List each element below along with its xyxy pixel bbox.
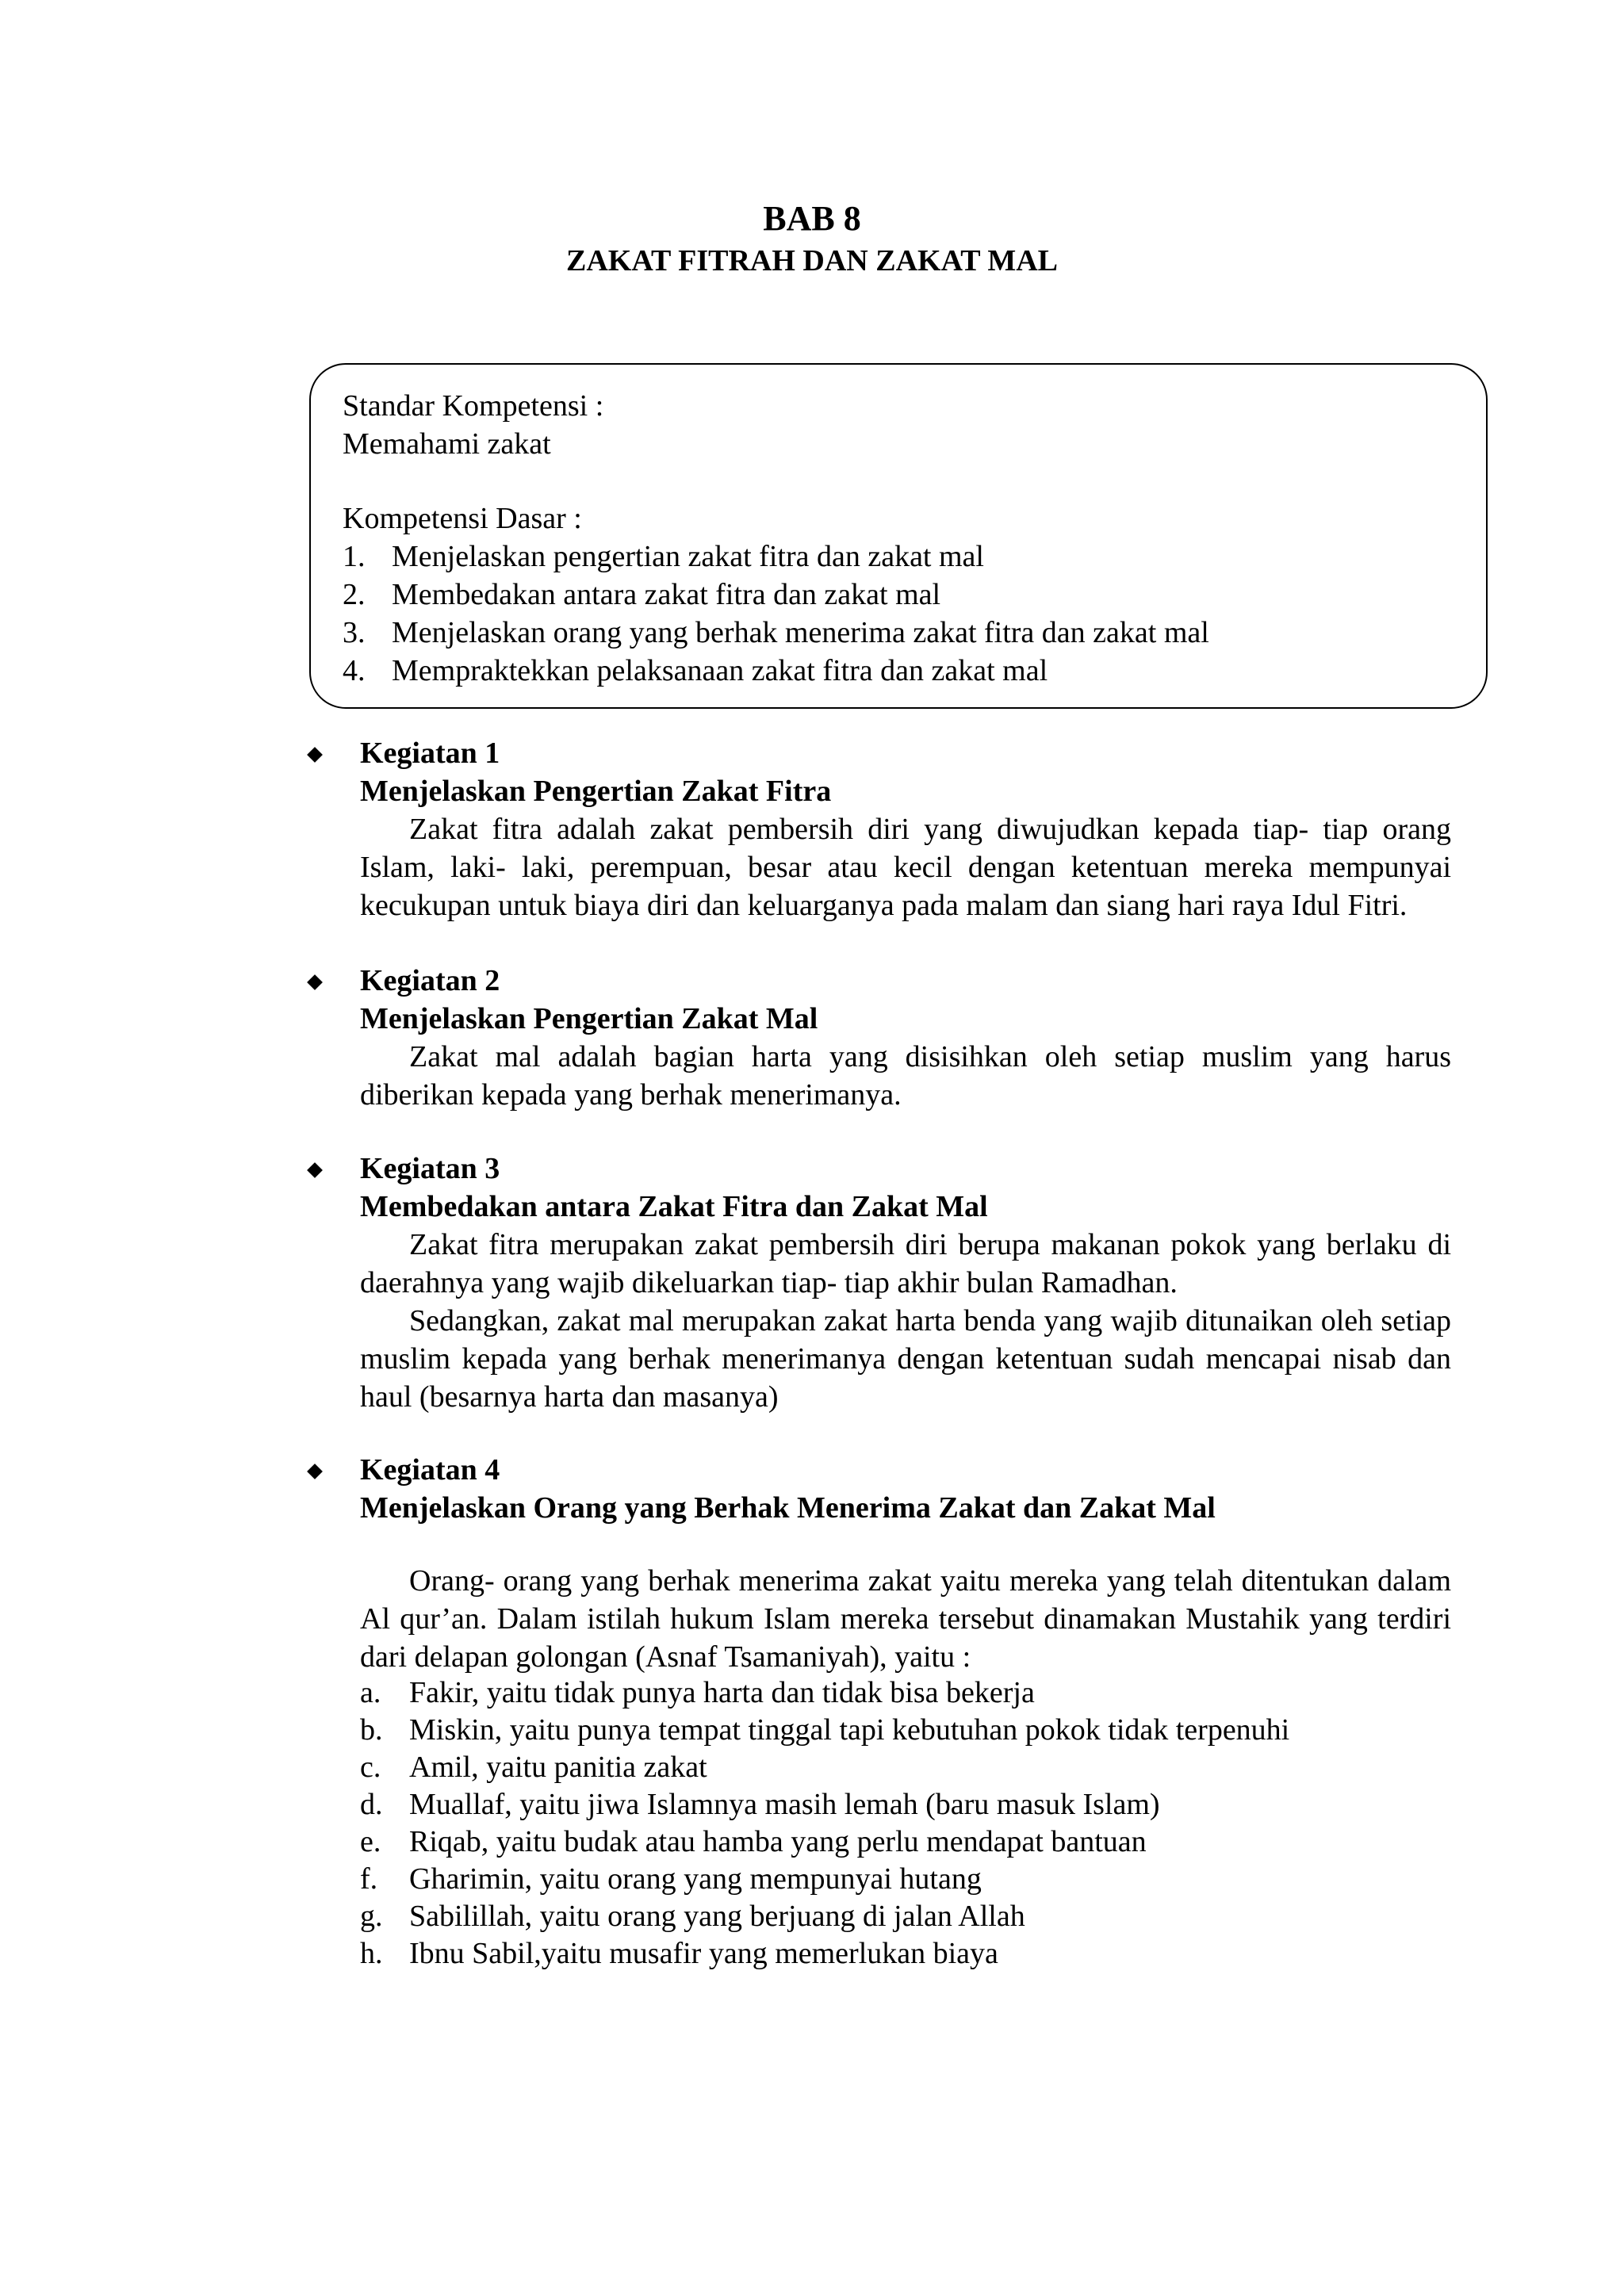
- list-letter: h.: [360, 1937, 383, 1970]
- list-text: Riqab, yaitu budak atau hamba yang perlu mendapat bantuan: [409, 1825, 1147, 1858]
- list-text: Muallaf, yaitu jiwa Islamnya masih lemah (baru masuk Islam): [409, 1788, 1160, 1821]
- list-item: [343, 538, 1209, 576]
- list-text: Gharimin, yaitu orang yang mempunyai hutang: [409, 1862, 982, 1896]
- activity-3-label: Kegiatan 3: [360, 1152, 500, 1185]
- list-letter: f.: [360, 1862, 378, 1896]
- list-text: Sabilillah, yaitu orang yang berjuang di jalan Allah: [409, 1900, 1025, 1933]
- basic-competency-list: [343, 538, 1209, 690]
- list-text: Mempraktekkan pelaksanaan zakat fitra dan zakat mal: [392, 654, 1048, 687]
- activity-4-heading: Menjelaskan Orang yang Berhak Menerima Zakat dan Zakat Mal: [360, 1491, 1216, 1525]
- diamond-bullet-icon: [307, 1464, 323, 1479]
- list-letter: g.: [360, 1900, 383, 1933]
- list-number: 4.: [343, 654, 366, 687]
- list-item: [343, 576, 1209, 614]
- list-item: [360, 1898, 1289, 1935]
- list-number: 1.: [343, 540, 366, 573]
- list-item: [360, 1749, 1289, 1786]
- list-text: Ibnu Sabil,yaitu musafir yang memerlukan biaya: [409, 1937, 998, 1970]
- activity-1-paragraph: Zakat fitra adalah zakat pembersih diri yang diwujudkan kepada tiap- tiap orang Islam, laki- laki, perempuan, besar atau kecil dengan ketentuan mereka mempunyai kecukupan untuk biaya diri dan keluarganya pada malam dan siang hari raya Idul Fitri.: [360, 813, 1451, 922]
- list-letter: c.: [360, 1751, 381, 1784]
- activity-3-paragraph-2: Sedangkan, zakat mal merupakan zakat harta benda yang wajib ditunaikan oleh setiap muslim kepada yang berhak menerimanya dengan ketentuan sudah mencapai nisab dan haul (besarnya harta dan masanya): [360, 1304, 1451, 1414]
- diamond-bullet-icon: [307, 1162, 323, 1178]
- standard-competency-text: Memahami zakat: [343, 427, 551, 461]
- mustahik-list: [360, 1674, 1289, 1973]
- list-letter: b.: [360, 1713, 383, 1747]
- activity-3-paragraph-1: Zakat fitra merupakan zakat pembersih diri berupa makanan pokok yang berlaku di daerahnya yang wajib dikeluarkan tiap- tiap akhir bulan Ramadhan.: [360, 1228, 1451, 1299]
- chapter-title: BAB 8: [763, 199, 861, 238]
- list-text: Menjelaskan pengertian zakat fitra dan zakat mal: [392, 540, 984, 573]
- list-item: [360, 1823, 1289, 1861]
- list-number: 2.: [343, 578, 366, 611]
- diamond-bullet-icon: [307, 974, 323, 990]
- basic-competency-label: Kompetensi Dasar :: [343, 502, 582, 535]
- standard-competency-label: Standar Kompetensi :: [343, 389, 604, 423]
- activity-3-heading: Membedakan antara Zakat Fitra dan Zakat Mal: [360, 1190, 988, 1223]
- chapter-subtitle: ZAKAT FITRAH DAN ZAKAT MAL: [565, 244, 1059, 277]
- activity-2-heading: Menjelaskan Pengertian Zakat Mal: [360, 1002, 818, 1035]
- activity-2-label: Kegiatan 2: [360, 964, 500, 997]
- list-item: [360, 1712, 1289, 1749]
- list-item: [360, 1786, 1289, 1823]
- list-item: [343, 652, 1209, 690]
- list-letter: a.: [360, 1676, 381, 1709]
- list-letter: d.: [360, 1788, 383, 1821]
- activity-1-heading: Menjelaskan Pengertian Zakat Fitra: [360, 775, 832, 808]
- list-text: Fakir, yaitu tidak punya harta dan tidak bisa bekerja: [409, 1676, 1035, 1709]
- list-text: Amil, yaitu panitia zakat: [409, 1751, 707, 1784]
- diamond-bullet-icon: [307, 747, 323, 763]
- activity-1-label: Kegiatan 1: [360, 737, 500, 770]
- activity-4-paragraph: Orang- orang yang berhak menerima zakat yaitu mereka yang telah ditentukan dalam Al qur’an. Dalam istilah hukum Islam mereka tersebut dinamakan Mustahik yang terdiri dari delapan golongan (Asnaf Tsamaniyah), yaitu :: [360, 1564, 1451, 1674]
- list-text: Menjelaskan orang yang berhak menerima zakat fitra dan zakat mal: [392, 616, 1209, 649]
- list-letter: e.: [360, 1825, 381, 1858]
- list-item: [360, 1674, 1289, 1712]
- list-item: [360, 1861, 1289, 1898]
- list-number: 3.: [343, 616, 366, 649]
- activity-4-label: Kegiatan 4: [360, 1453, 500, 1487]
- activity-2-paragraph: Zakat mal adalah bagian harta yang disisihkan oleh setiap muslim yang harus diberikan kepada yang berhak menerimanya.: [360, 1040, 1451, 1112]
- list-item: [360, 1935, 1289, 1973]
- list-text: Miskin, yaitu punya tempat tinggal tapi kebutuhan pokok tidak terpenuhi: [409, 1713, 1290, 1747]
- list-text: Membedakan antara zakat fitra dan zakat mal: [392, 578, 941, 611]
- list-item: [343, 614, 1209, 652]
